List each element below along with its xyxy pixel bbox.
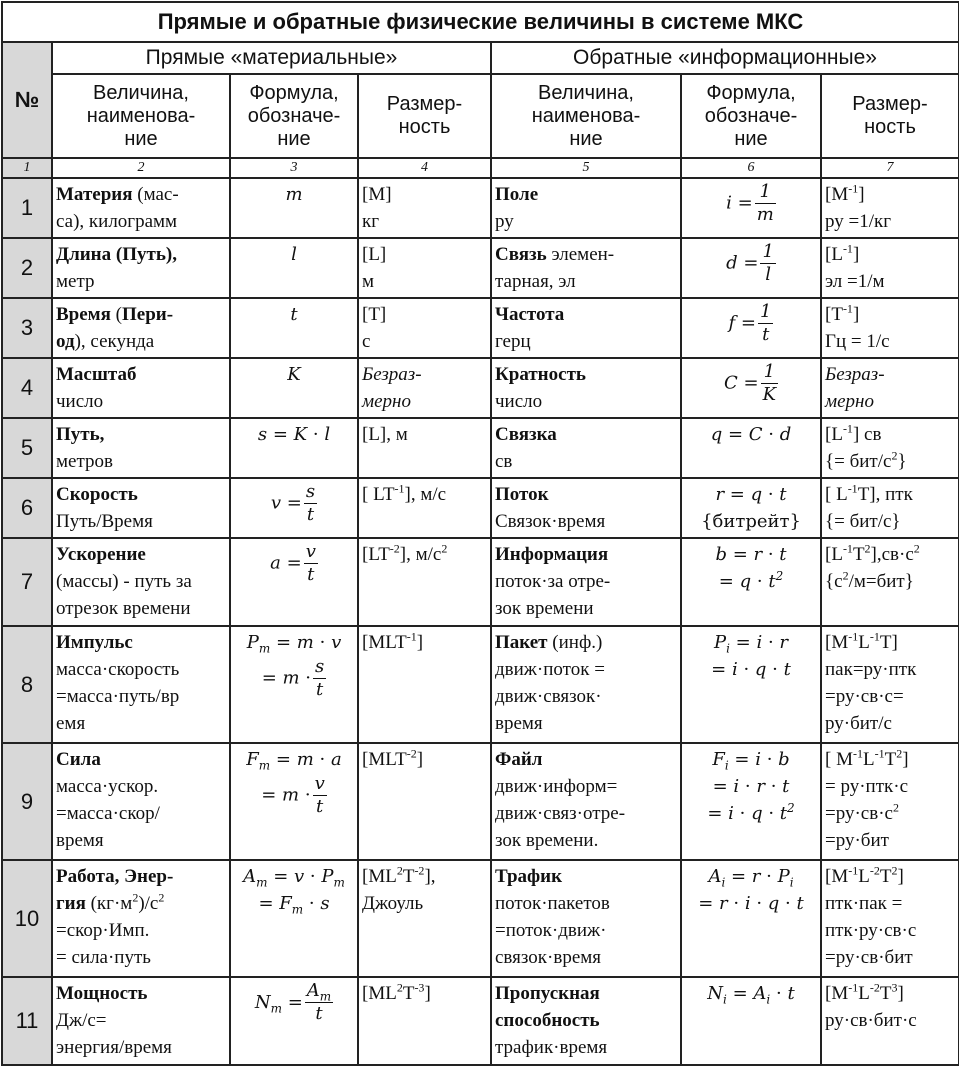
direct-quantity-cell: Длина (Путь), метр [52,238,230,298]
table-row [2,860,959,977]
direct-quantity-cell: Ускорение (массы) - путь за отрезок времени [52,538,230,626]
direct-quantity-cell: Время (Пери- од), секунда [52,298,230,358]
direct-formula-header: Формула, обозначе- ние [230,74,358,158]
inverse-formula-cell: $P_i = i \cdot r$ = i · q · t [681,626,821,743]
row-number: 11 [2,977,52,1065]
inverse-dimension-cell: $[M^{-1}L^{-1}T]$ пак=ру·птк =ру·св·с= ру·бит/с [821,626,959,743]
row-number: 8 [2,626,52,743]
direct-formula-cell: t [230,298,358,358]
inverse-formula-cell: d = $\frac{1}{l}$ [681,238,821,298]
inverse-quantity-header: Величина, наименова- ние [491,74,681,158]
column-index: 2 [52,158,230,178]
inverse-quantity-cell: Пропускная способность трафик·время [491,977,681,1065]
inverse-dimension-cell: $[T^{-1}]$ Гц = 1/с [821,298,959,358]
inverse-quantity-cell: Файл движ·информ= движ·связ·отре- зок времени. [491,743,681,860]
inverse-dimension-cell: $[L^{-1}]$ эл =1/м [821,238,959,298]
physics-quantities-table [1,1,959,1066]
inverse-formula-cell: i = $\frac{1}{m}$ [681,178,821,238]
direct-formula-cell: $A_m = v \cdot P_m$ = $F_m \cdot s$ [230,860,358,977]
row-number: 2 [2,238,52,298]
row-number: 6 [2,478,52,538]
direct-quantity-cell: Работа, Энер- гия $(кг\cdot м^2)/с^2$ =скор·Имп. = сила·путь [52,860,230,977]
direct-formula-cell: l [230,238,358,298]
row-number: 7 [2,538,52,626]
inverse-formula-cell: q = C · d [681,418,821,478]
table-row [2,298,959,358]
column-index: 3 [230,158,358,178]
direct-formula-cell: a = $\frac{v}{t}$ [230,538,358,626]
number-header: № [2,42,52,158]
direct-quantity-cell: Мощность Дж/с= энергия/время [52,977,230,1065]
direct-dimension-cell: $[ML^2T^{-3}]$ [358,977,491,1065]
direct-formula-cell: v = $\frac{s}{t}$ [230,478,358,538]
direct-dimension-cell: [L] м [358,238,491,298]
column-index: 6 [681,158,821,178]
row-number: 5 [2,418,52,478]
direct-group-header: Прямые «материальные» [52,42,491,74]
direct-dimension-cell: Безраз- мерно [358,358,491,418]
direct-formula-cell: K [230,358,358,418]
inverse-dimension-cell: [ $M^{-1}L^{-1}T^2$] = ру·птк·с $=ру\cdot св\cdot с^2$ =ру·бит [821,743,959,860]
column-index: 1 [2,158,52,178]
direct-dimension-cell: $[LT^{-2}]$, $м/с^2$ [358,538,491,626]
inverse-quantity-cell: Пакет (инф.) движ·поток = движ·связок· время [491,626,681,743]
table-row [2,977,959,1065]
row-number: 10 [2,860,52,977]
inverse-quantity-cell: Информация поток·за отре- зок времени [491,538,681,626]
direct-dimension-cell: $[MLT^{-1}]$ [358,626,491,743]
row-number: 3 [2,298,52,358]
inverse-formula-cell: $N_i = A_i \cdot t$ [681,977,821,1065]
inverse-group-header: Обратные «информационные» [491,42,959,74]
inverse-formula-cell: r = q · t {битрейт} [681,478,821,538]
column-index: 4 [358,158,491,178]
direct-formula-cell: m [230,178,358,238]
direct-quantity-header: Величина, наименова- ние [52,74,230,158]
inverse-quantity-cell: Поток Связок·время [491,478,681,538]
direct-dimension-header: Размер- ность [358,74,491,158]
direct-formula-cell: $P_m = m \cdot v$ = m · $\frac{s}{t}$ [230,626,358,743]
inverse-formula-cell: $F_i = i \cdot b$ = i · r · t = $i \cdot q \cdot t^2$ [681,743,821,860]
inverse-quantity-cell: Кратность число [491,358,681,418]
table-row [2,478,959,538]
column-index-row [2,158,959,178]
inverse-dimension-cell: Безраз- мерно [821,358,959,418]
inverse-quantity-cell: Поле ру [491,178,681,238]
direct-quantity-cell: Путь, метров [52,418,230,478]
row-number: 1 [2,178,52,238]
direct-dimension-cell: [L], м [358,418,491,478]
inverse-formula-cell: b = r · t = $q \cdot t^2$ [681,538,821,626]
direct-dimension-cell: [T] с [358,298,491,358]
direct-quantity-cell: Сила масса·ускор. =масса·скор/ время [52,743,230,860]
direct-quantity-cell: Импульс масса·скорость =масса·путь/вр емя [52,626,230,743]
inverse-quantity-cell: Трафик поток·пакетов =поток·движ· связок·время [491,860,681,977]
row-number: 9 [2,743,52,860]
table-row [2,626,959,743]
direct-dimension-cell: [M] кг [358,178,491,238]
table-row [2,743,959,860]
column-index: 7 [821,158,959,178]
direct-dimension-cell: [ $LT^{-1}$], м/с [358,478,491,538]
inverse-dimension-cell: $[M^{-1}L^{-2}T^3]$ ру·св·бит·с [821,977,959,1065]
direct-dimension-cell: $[MLT^{-2}]$ [358,743,491,860]
inverse-formula-cell: C = $\frac{1}{K}$ [681,358,821,418]
inverse-dimension-header: Размер- ность [821,74,959,158]
direct-dimension-cell: $[ML^2T^{-2}]$, Джоуль [358,860,491,977]
direct-quantity-cell: Скорость Путь/Время [52,478,230,538]
inverse-dimension-cell: [ $L^{-1}T$], птк {= бит/с} [821,478,959,538]
table-row [2,418,959,478]
inverse-dimension-cell: $[L^{-1}T^2],св\cdot с^2$ $\{с^2/м=бит\}$ [821,538,959,626]
direct-formula-cell: $F_m = m \cdot a$ = m · $\frac{v}{t}$ [230,743,358,860]
table-title: Прямые и обратные физические величины в системе МКС [2,2,959,42]
table-row [2,238,959,298]
inverse-quantity-cell: Связь элемен- тарная, эл [491,238,681,298]
inverse-dimension-cell: $[M^{-1}L^{-2}T^2]$ птк·пак = птк·ру·св·с =ру·св·бит [821,860,959,977]
inverse-dimension-cell: $[M^{-1}]$ ру =1/кг [821,178,959,238]
direct-quantity-cell: Материя (мас- са), килограмм [52,178,230,238]
inverse-quantity-cell: Связка св [491,418,681,478]
inverse-formula-header: Формула, обозначе- ние [681,74,821,158]
inverse-formula-cell: f = $\frac{1}{t}$ [681,298,821,358]
column-index: 5 [491,158,681,178]
direct-formula-cell: s = K · l [230,418,358,478]
inverse-quantity-cell: Частота герц [491,298,681,358]
inverse-formula-cell: $A_i = r \cdot P_i$ = r · i · q · t [681,860,821,977]
table-row [2,538,959,626]
table-row [2,358,959,418]
table-row [2,178,959,238]
row-number: 4 [2,358,52,418]
direct-formula-cell: $N_m$ = $\frac{A_m}{t}$ [230,977,358,1065]
inverse-dimension-cell: $[L^{-1}]$ св {= бит/$с^2$} [821,418,959,478]
direct-quantity-cell: Масштаб число [52,358,230,418]
